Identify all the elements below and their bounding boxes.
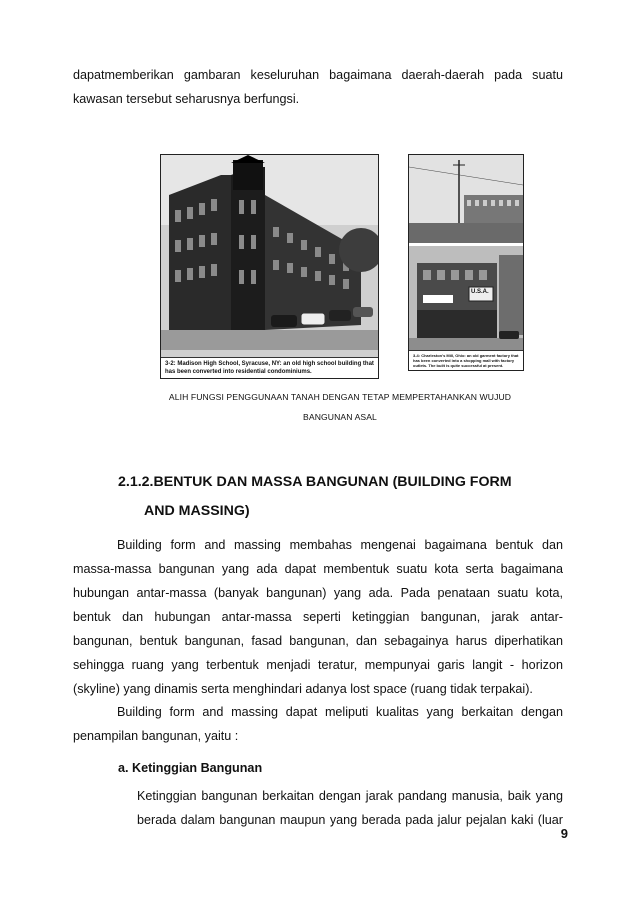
text-line: sehingga ruang yang terbentuk menjadi teratur, mempunyai garis langit - horizon bbox=[73, 658, 563, 672]
text-line: bangunan, bentuk bangunan, fasad bangunan, dan sebagainya harus diperhatikan bbox=[73, 634, 563, 648]
text-line: Building form and massing membahas mengenai bagaimana bentuk dan bbox=[117, 538, 563, 552]
store-sign-text: U.S.A. bbox=[471, 289, 489, 295]
text-line: Ketinggian bangunan berkaitan dengan jarak pandang manusia, baik yang bbox=[137, 789, 563, 803]
heading-line: AND MASSING) bbox=[144, 503, 250, 519]
text-line: berada dalam bangunan maupun yang berada pada jalur pejalan kaki (luar bbox=[137, 813, 563, 827]
body-paragraph bbox=[73, 700, 563, 748]
text-line: bentuk dan hubungan antar-massa seperti ketinggian bangunan, jarak antar- bbox=[73, 610, 563, 624]
figure-high-school bbox=[160, 154, 379, 379]
figure-factory bbox=[408, 154, 524, 371]
body-paragraph bbox=[73, 533, 563, 701]
list-item-body bbox=[137, 784, 563, 832]
text-line: hubungan antar-massa (banyak bangunan) yang ada. Pada penataan suatu kota, bbox=[73, 586, 563, 600]
page-number: 9 bbox=[560, 826, 568, 841]
intro-paragraph bbox=[73, 63, 563, 111]
heading-line: 2.1.2.BENTUK DAN MASSA BANGUNAN (BUILDING FORM bbox=[118, 474, 512, 490]
text-line: dapatmemberikan gambaran keseluruhan bagaimana daerah-daerah pada suatu bbox=[73, 68, 563, 82]
factory-photo-image bbox=[409, 155, 523, 370]
text-line: (skyline) yang dinamis serta menghindari adanya lost space (ruang tidak terpakai). bbox=[73, 682, 533, 696]
section-heading bbox=[118, 468, 538, 526]
list-item-label: a. Ketinggian Bangunan bbox=[118, 761, 263, 775]
figure-caption-text: 3-2: Madison High School, Syracuse, NY: an old high school building that has been converted into residential condominiums. bbox=[161, 357, 378, 378]
text-line: Building form and massing dapat meliputi kualitas yang berkaitan dengan bbox=[117, 705, 563, 719]
figure-caption-text: 3-4: Charleston's Mill, Ohio: an old garment factory that has been converted into a shopping mall with factory outlets. The built is quite successful at present. bbox=[409, 350, 523, 370]
text-line: massa-massa bangunan yang ada dapat membentuk suatu kota serta bagaimana bbox=[73, 562, 563, 576]
school-photo-image bbox=[161, 155, 378, 378]
figure-caption bbox=[120, 387, 560, 427]
text-line: kawasan tersebut seharusnya berfungsi. bbox=[73, 92, 300, 106]
text-line: penampilan bangunan, yaitu : bbox=[73, 729, 239, 743]
caption-line: ALIH FUNGSI PENGGUNAAN TANAH DENGAN TETAP MEMPERTAHANKAN WUJUD bbox=[168, 392, 512, 402]
caption-line: BANGUNAN ASAL bbox=[303, 412, 377, 422]
